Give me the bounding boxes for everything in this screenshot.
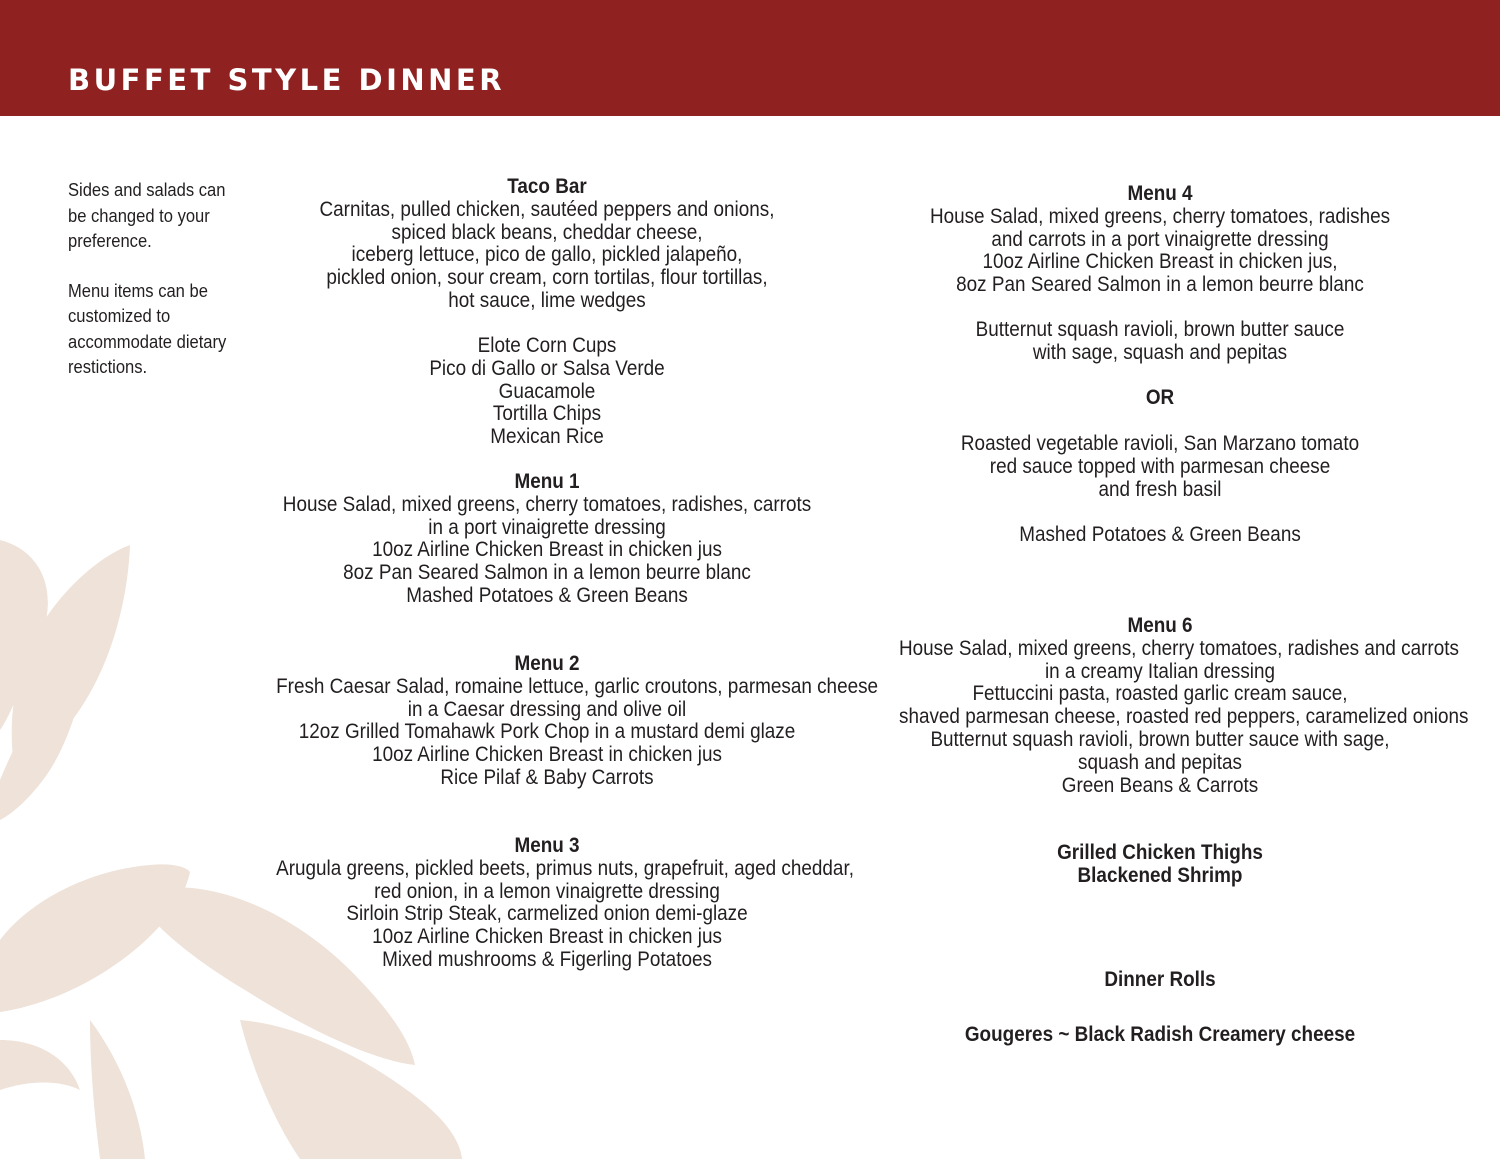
- menu-column-right: [870, 182, 1469, 1063]
- section-heading: Menu 4: [1127, 182, 1193, 205]
- menu-4-option-a: [870, 319, 1450, 365]
- menu-line: House Salad, mixed greens, cherry tomatoes, radishes and carrots: [899, 636, 1459, 660]
- sidebar-note: [68, 178, 243, 405]
- menu-column-left: [246, 175, 879, 976]
- menu-line: House Salad, mixed greens, cherry tomatoes, radishes: [929, 204, 1391, 228]
- section-heading: Menu 3: [514, 834, 580, 857]
- dinner-rolls-label: Dinner Rolls: [1104, 968, 1216, 991]
- add-on-item: Grilled Chicken Thighs: [1057, 841, 1263, 864]
- menu-line: Roasted vegetable ravioli, San Marzano tomato: [960, 432, 1360, 455]
- menu-line: Butternut squash ravioli, brown butter sauce: [975, 318, 1345, 341]
- menu-line: in a Caesar dressing and olive oil: [407, 697, 687, 721]
- section-heading: Taco Bar: [507, 175, 587, 198]
- side-item: Mexican Rice: [490, 425, 604, 449]
- menu-line: Mixed mushrooms & Figerling Potatoes: [382, 947, 712, 971]
- menu-line: shaved parmesan cheese, roasted red peppers, caramelized onions: [899, 705, 1469, 729]
- side-item: Mashed Potatoes & Green Beans: [1019, 523, 1301, 546]
- menu-line: pickled onion, sour cream, corn tortilas, flour tortillas,: [326, 266, 768, 290]
- menu-4-section: [870, 183, 1450, 297]
- menu-line: 10oz Airline Chicken Breast in chicken jus,: [982, 250, 1338, 274]
- menu-line: 10oz Airline Chicken Breast in chicken jus: [372, 925, 722, 949]
- side-item: Tortilla Chips: [492, 402, 602, 426]
- side-item: Elote Corn Cups: [477, 334, 617, 357]
- menu-line: 10oz Airline Chicken Breast in chicken jus: [372, 538, 722, 562]
- menu-line: and carrots in a port vinaigrette dressing: [991, 227, 1329, 251]
- dinner-rolls: [870, 969, 1450, 992]
- gougeres-label: Gougeres ~ Black Radish Creamery cheese: [964, 1023, 1356, 1046]
- menu-line: spiced black beans, cheddar cheese,: [391, 220, 703, 244]
- section-heading: Menu 2: [514, 652, 580, 675]
- menu-line: Carnitas, pulled chicken, sautéed peppers and onions,: [319, 197, 775, 221]
- add-on-item: Blackened Shrimp: [1077, 863, 1243, 887]
- menu-line: 8oz Pan Seared Salmon in a lemon beurre blanc: [343, 561, 751, 585]
- sidebar-note-preferences: Sides and salads can be changed to your preference.: [68, 180, 226, 251]
- menu-line: hot sauce, lime wedges: [448, 288, 646, 312]
- gougeres: [870, 1024, 1450, 1047]
- menu-line: 12oz Grilled Tomahawk Pork Chop in a mustard demi glaze: [298, 720, 796, 744]
- menu-line: Mashed Potatoes & Green Beans: [406, 583, 688, 607]
- or-divider: [870, 387, 1450, 410]
- menu-line: red onion, in a lemon vinaigrette dressing: [374, 879, 720, 903]
- or-label: OR: [1145, 386, 1175, 409]
- menu-4-sides: [870, 524, 1450, 547]
- menu-line: squash and pepitas: [1078, 750, 1242, 774]
- menu-line: Fettuccini pasta, roasted garlic cream sauce,: [972, 682, 1348, 706]
- menu-line: Green Beans & Carrots: [1061, 773, 1259, 797]
- menu-line: in a creamy Italian dressing: [1044, 659, 1276, 683]
- side-item: Guacamole: [498, 379, 596, 403]
- menu-line: 8oz Pan Seared Salmon in a lemon beurre blanc: [956, 273, 1364, 297]
- menu-6-section: [870, 614, 1469, 797]
- menu-line: House Salad, mixed greens, cherry tomatoes, radishes, carrots: [282, 492, 812, 516]
- menu-line: iceberg lettuce, pico de gallo, pickled jalapeño,: [351, 243, 743, 267]
- menu-line: in a port vinaigrette dressing: [428, 515, 666, 539]
- taco-bar-section: [246, 176, 848, 313]
- menu-line: and fresh basil: [1098, 477, 1222, 501]
- side-item: Pico di Gallo or Salsa Verde: [429, 356, 665, 380]
- taco-bar-sides: [246, 335, 848, 449]
- section-heading: Menu 1: [514, 470, 580, 493]
- menu-line: Butternut squash ravioli, brown butter sauce with sage,: [930, 727, 1390, 751]
- menu-3-section: [246, 834, 854, 972]
- menu-line: Sirloin Strip Steak, carmelized onion demi-glaze: [346, 902, 748, 926]
- menu-line: Arugula greens, pickled beets, primus nuts, grapefruit, aged cheddar,: [276, 856, 854, 880]
- sidebar-note-dietary: Menu items can be customized to accommodate dietary restictions.: [68, 280, 227, 377]
- menu-line: Fresh Caesar Salad, romaine lettuce, garlic croutons, parmesan cheese: [276, 674, 879, 698]
- section-heading: Menu 6: [1127, 614, 1193, 637]
- menu-line: red sauce topped with parmesan cheese: [989, 454, 1331, 478]
- menu-2-section: [246, 652, 879, 790]
- menu-1-section: [246, 471, 848, 608]
- menu-line: with sage, squash and pepitas: [1032, 340, 1288, 364]
- menu-line: Rice Pilaf & Baby Carrots: [440, 765, 654, 789]
- menu-line: 10oz Airline Chicken Breast in chicken jus: [372, 743, 722, 767]
- page-title: BUFFET STYLE DINNER: [68, 63, 506, 97]
- header-band: [0, 0, 1500, 116]
- add-ons: [870, 842, 1450, 888]
- menu-4-option-b: [870, 433, 1450, 501]
